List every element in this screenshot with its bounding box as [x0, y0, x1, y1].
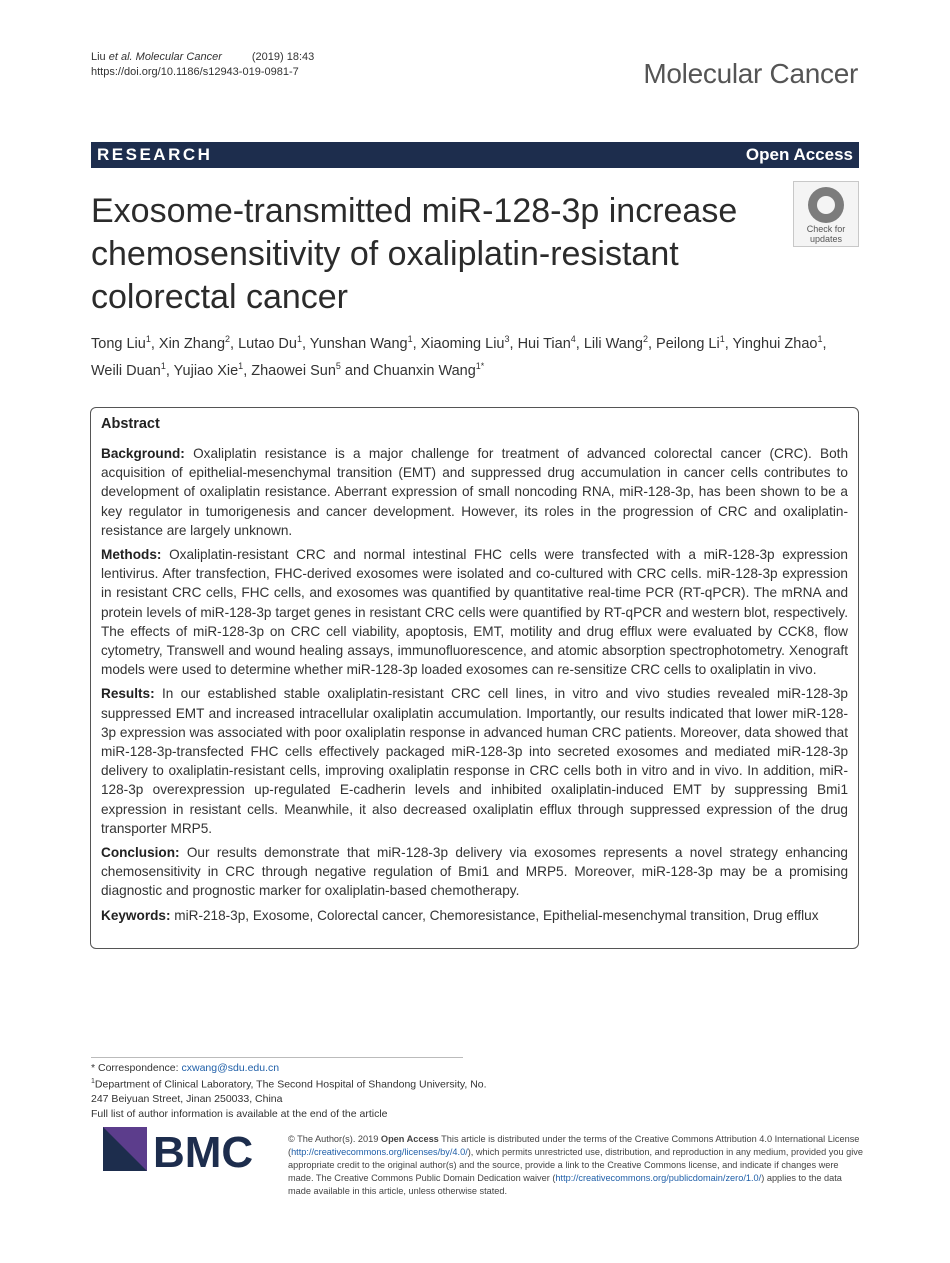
author-name: Hui Tian [517, 335, 571, 352]
author-name: Chuanxin Wang [373, 362, 476, 379]
footnote-divider [91, 1057, 463, 1058]
author-affiliation-marker: 4 [570, 334, 576, 344]
author-affiliation-marker: 3 [504, 334, 510, 344]
author-affiliation-marker: 1 [817, 334, 823, 344]
license-text: © The Author(s). 2019 Open Access This article is distributed under the terms of the Creative Commons Attribution 4.0 International License (http://creativecommons.org/licenses/by/4.0/), which permits unrestricted use, distribution, and reproduction in any medium, provided you give appropriate credit to the original author(s) and the source, provide a link to the Creative Commons license, and indicate if changes were made. The Creative Commons Public Domain Dedication waiver (http://creativecommons.org/publicdomain/zero/1.0/) applies to the data made available in this article, unless otherwise stated. [288, 1134, 864, 1196]
abstract-conclusion: Conclusion: Our results demonstrate that miR-128-3p delivery via exosomes represents a novel strategy enhancing chemosensitivity in CRC through negative regulation of Bmi1 and MRP5. Moreover, miR-128-3p may be a promising diagnostic and prognostic marker for oxaliplatin-based chemotherapy. [101, 845, 848, 899]
author-affiliation-marker: 2 [225, 334, 231, 344]
author-name: Yunshan Wang [309, 335, 408, 352]
full-author-info-note: Full list of author information is available at the end of the article [91, 1107, 388, 1120]
article-type-banner [91, 142, 859, 168]
article-title: Exosome-transmitted miR-128-3p increase chemosensitivity of oxaliplatin-resistant colorectal cancer [91, 192, 738, 316]
author-name: Lutao Du [238, 335, 297, 352]
bmc-logo [103, 1127, 268, 1173]
citation-line: Liu et al. Molecular Cancer (2019) 18:43 [91, 51, 315, 63]
author-affiliation-marker: 1 [719, 334, 725, 344]
footnotes [91, 1061, 491, 1121]
author-affiliation-marker: 5 [335, 360, 341, 371]
citation-year: (2019) 18:43 [251, 51, 315, 63]
abstract-results: Results: In our established stable oxaliplatin-resistant CRC cell lines, in vitro and vivo studies revealed miR-128-3p suppressed EMT and increased intracellular oxaliplatin accumulation. Importantly, our results indicated that lower miR-128-3p expression was associated with poor oxaliplatin response in advanced human CRC patients. Moreover, data showed that miR-128-3p-transfected FHC cells effectively packaged miR-128-3p into secreted exosomes and mediated miR-128-3p delivery to oxaliplatin-resistant cells, improving oxaliplatin response in CRC cells both in vitro and in vivo. In addition, miR-128-3p overexpression up-regulated E-cadherin levels and inhibited oxaliplatin-induced EMT by suppressing Bmi1 expression in resistant cells. Meanwhile, it also decreased oxaliplatin efflux through suppressed expression of the drug transporter MRP5. [101, 686, 848, 836]
correspondence-email-link[interactable]: cxwang@sdu.edu.cn [181, 1062, 280, 1074]
bmc-logo-text: BMC [153, 1128, 254, 1173]
author-name: Zhaowei Sun [251, 362, 336, 379]
abstract-heading: Abstract [101, 416, 160, 432]
check-updates-label: Check for updates [806, 224, 846, 244]
citation-header [91, 50, 314, 80]
abstract-methods: Methods: Oxaliplatin-resistant CRC and normal intestinal FHC cells were transfected with a miR-128-3p expression lentivirus. After transfection, FHC-derived exosomes were isolated and co-cultured with CRC cells. miR-128-3p expression in resistant CRC cells, FHC cells, and exosomes was quantified by quantitative real-time PCR (RT-qPCR). The mRNA and protein levels of miR-128-3p target genes in resistant CRC cells were quantified by RT-qPCR and western blot, respectively. The effects of miR-128-3p on CRC cell viability, apoptosis, EMT, motility and drug efflux were evaluated by CCK8, flow cytometry, Transwell and wound healing assays, immunofluorescence, and atomic absorption spectrophotometry. Xenograft models were used to determine whether miR-128-3p loaded exosomes can re-sensitize CRC cells to oxaliplatin in vivo. [101, 547, 848, 678]
affiliation-note: $^1$Department of Clinical Laboratory, The Second Hospital of Shandong University, No. 247 Beiyuan Street, Jinan 250033, China [91, 1078, 487, 1106]
public-domain-url-link[interactable]: http://creativecommons.org/publicdomain/zero/1.0/ [555, 1173, 762, 1183]
check-for-updates-button[interactable] [793, 181, 859, 247]
author-affiliation-marker: 1 [238, 360, 244, 371]
author-name: Weili Duan [91, 362, 161, 379]
author-affiliation-marker: 1 [407, 334, 413, 344]
journal-name: Molecular Cancer [643, 58, 858, 89]
author-name: Xiaoming Liu [420, 335, 505, 352]
abstract-keywords: Keywords: miR-218-3p, Exosome, Colorectal cancer, Chemoresistance, Epithelial-mesenchymal transition, Drug efflux [101, 907, 819, 923]
author-affiliation-marker: 2 [642, 334, 648, 344]
open-access-label: Open Access [745, 145, 853, 164]
author-affiliation-marker: 1* [475, 360, 485, 371]
author-name: Tong Liu [91, 335, 146, 352]
doi-link[interactable]: https://doi.org/10.1186/s12943-019-0981-7 [91, 66, 299, 78]
article-type: RESEARCH [97, 145, 213, 164]
author-list: Tong Liu$^1$, Xin Zhang$^2$, Lutao Du$^1$, Yunshan Wang$^1$, Xiaoming Liu$^3$, Hui Tian$^4$, Lili Wang$^2$, Peilong Li$^1$, Yinghui Zhao$^1$, Weili Duan$^1$, Yujiao Xie$^1$, Zhaowei Sun$^5$ and Chuanxin Wang$^{1*}$ [91, 334, 827, 379]
author-affiliation-marker: 1 [160, 360, 166, 371]
author-name: Peilong Li [656, 335, 720, 352]
author-name: Xin Zhang [158, 335, 226, 352]
correspondence: * Correspondence: cxwang@sdu.edu.cn [91, 1062, 280, 1074]
author-name: Yinghui Zhao [732, 335, 818, 352]
author-name: Lili Wang [583, 335, 643, 352]
author-affiliation-marker: 1 [145, 334, 151, 344]
author-affiliation-marker: 1 [296, 334, 302, 344]
license-url-link[interactable]: http://creativecommons.org/licenses/by/4.0/ [291, 1147, 468, 1157]
author-name: Yujiao Xie [173, 362, 239, 379]
abstract-box [90, 407, 859, 949]
abstract-background: Background: Oxaliplatin resistance is a major challenge for treatment of advanced colorectal cancer (CRC). Both acquisition of epithelial-mesenchymal transition (EMT) and suppressed drug accumulation in cancer cells contributes to development of oxaliplatin resistance. Aberrant expression of small noncoding RNA, miR-128-3p, has been shown to be a key regulator in tumorigenesis and cancer development. However, its roles in the progression of CRC and oxaliplatin-resistance are largely unknown. [101, 446, 849, 538]
check-updates-icon [808, 187, 844, 223]
